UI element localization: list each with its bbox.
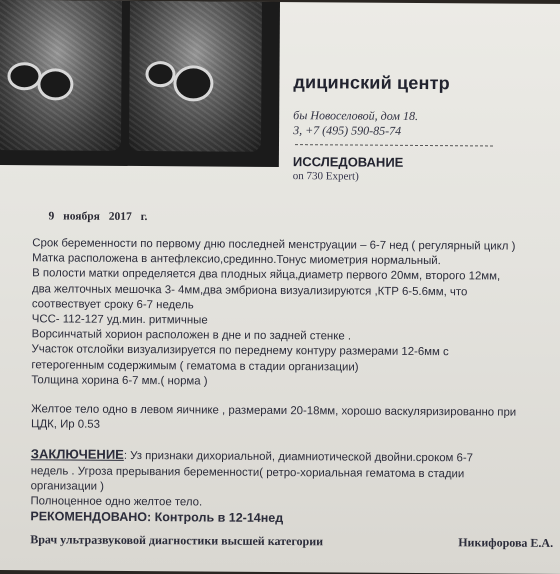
gestational-sac-icon [37, 68, 73, 100]
report-line: Толщина хорина 6-7 мм.( норма ) [31, 374, 208, 388]
conclusion-label: ЗАКЛЮЧЕНИЕ [30, 446, 124, 463]
report-line: Участок отслойки визуализируется по переднему контуру размерами 12-6мм с [31, 343, 449, 359]
conclusion-text: : Уз признаки дихориальной, диамниотической двойни.сроком 6-7 [123, 450, 474, 465]
conclusion-line: недель . Угроза прерывания беременности( ретро-хориальная гематома в стадии [30, 464, 465, 480]
gestational-sac-icon [145, 61, 175, 87]
report-line: гетерогенным содержимым ( гематома в стадии организации) [31, 358, 359, 374]
ultrasound-photo [0, 0, 280, 167]
gestational-sac-icon [173, 65, 213, 101]
header-divider [295, 144, 493, 146]
report-line: Матка расположена в антефлексио,срединно.Тонус миометрия нормальный. [32, 252, 441, 268]
clinic-phone: 3, +7 (495) 590-85-74 [293, 123, 402, 138]
doctor-name: Никифорова Е.А. [458, 535, 554, 551]
report-body [30, 236, 552, 551]
doctor-line [30, 532, 554, 552]
report-line: Срок беременности по первому дню последней менструации – 6-7 нед ( регулярный цикл ) [32, 237, 516, 253]
conclusion-line: Полноценное одно желтое тело. [30, 495, 203, 509]
report-line: два желточных мешочка 3- 4мм,два эмбриона визуализируются ,КТР 6-5.6мм, что [31, 282, 468, 298]
report-line: Ворсинчатый хорион расположен в дне и по задней стенке . [31, 328, 352, 343]
report-line: В полости матки определяется два плодных яйца,диаметр первого 20мм, второго 12мм, [32, 267, 501, 283]
doctor-title: Врач ультразвуковой диагностики высшей категории [30, 532, 324, 549]
conclusion-line: организации ) [30, 480, 104, 493]
exam-date: 9 ноября 2017 г. [48, 210, 148, 224]
recommendation: РЕКОМЕНДОВАНО: Контроль в 12-14нед [30, 509, 284, 526]
clinic-name: дицинский центр [293, 72, 450, 94]
gestational-sac-icon [7, 62, 41, 90]
corpus-luteum-line: ЦДК, Ир 0.53 [30, 418, 101, 431]
device-label: on 730 Expert) [292, 170, 359, 183]
ultrasound-scan-right [129, 1, 262, 152]
corpus-luteum-line: Желтое тело одно в левом яичнике , размерами 20-18мм, хорошо васкуляризированно при [31, 403, 517, 419]
ultrasound-scan-left [0, 0, 122, 151]
report-line: соотвествует сроку 6-7 недель [31, 298, 194, 312]
report-line: ЧСС- 112-127 уд.мин. ритмичные [31, 313, 208, 327]
clinic-address: бы Новоселовой, дом 18. [293, 108, 419, 123]
study-title: ИССЛЕДОВАНИЕ [292, 154, 404, 170]
